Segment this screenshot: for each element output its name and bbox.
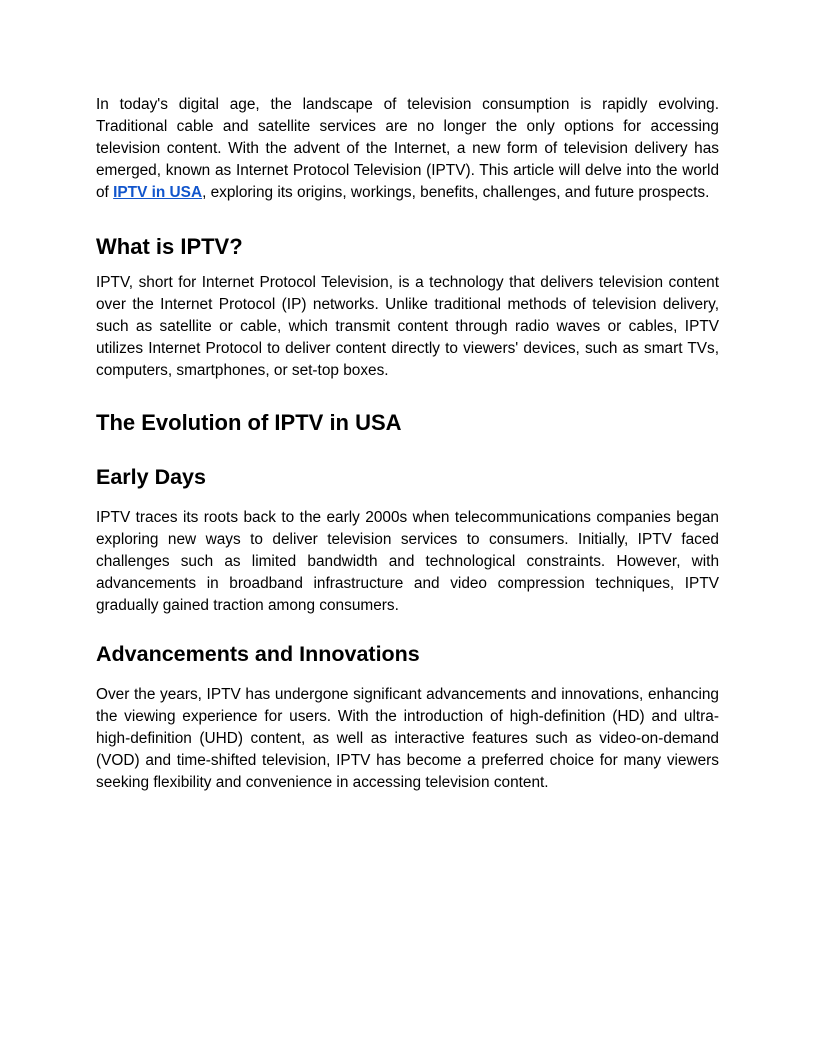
early-days-heading: Early Days	[96, 465, 206, 489]
early-days-paragraph: IPTV traces its roots back to the early 2000s when telecommunications companies began exploring new ways to deliver television services to consumers. Initially, IPTV faced challenges such as limited bandwidth and technological constraints. However, with advancements in broadband infrastructure and video compression techniques, IPTV gradually gained traction among consumers.	[96, 509, 719, 614]
advancements-heading: Advancements and Innovations	[96, 642, 420, 666]
iptv-in-usa-link[interactable]: IPTV in USA	[113, 184, 203, 201]
intro-paragraph	[96, 94, 719, 204]
evolution-heading: The Evolution of IPTV in USA	[96, 410, 402, 435]
advancements-paragraph: Over the years, IPTV has undergone significant advancements and innovations, enhancing the viewing experience for users. With the introduction of high-definition (HD) and ultra-high-definition (UHD) content, as well as interactive features such as video-on-demand (VOD) and time-shifted television, IPTV has become a preferred choice for many viewers seeking flexibility and convenience in accessing television content.	[96, 686, 719, 791]
intro-text-after-link: , exploring its origins, workings, benefits, challenges, and future prospects.	[202, 184, 710, 201]
document-page	[96, 94, 719, 794]
intro-text-before-link: In today's digital age, the landscape of television consumption is rapidly evolving. Traditional cable and satellite services are no longer the only options for accessing television content. With the advent of the Internet, a new form of television delivery has emerged, known as Internet Protocol Television (IPTV). This article will delve into the world of	[96, 96, 719, 201]
what-is-iptv-paragraph: IPTV, short for Internet Protocol Television, is a technology that delivers television content over the Internet Protocol (IP) networks. Unlike traditional methods of television delivery, such as satellite or cable, which transmit content through radio waves or cables, IPTV utilizes Internet Protocol to deliver content directly to viewers' devices, such as smart TVs, computers, smartphones, or set-top boxes.	[96, 274, 719, 379]
what-is-iptv-heading: What is IPTV?	[96, 234, 243, 259]
